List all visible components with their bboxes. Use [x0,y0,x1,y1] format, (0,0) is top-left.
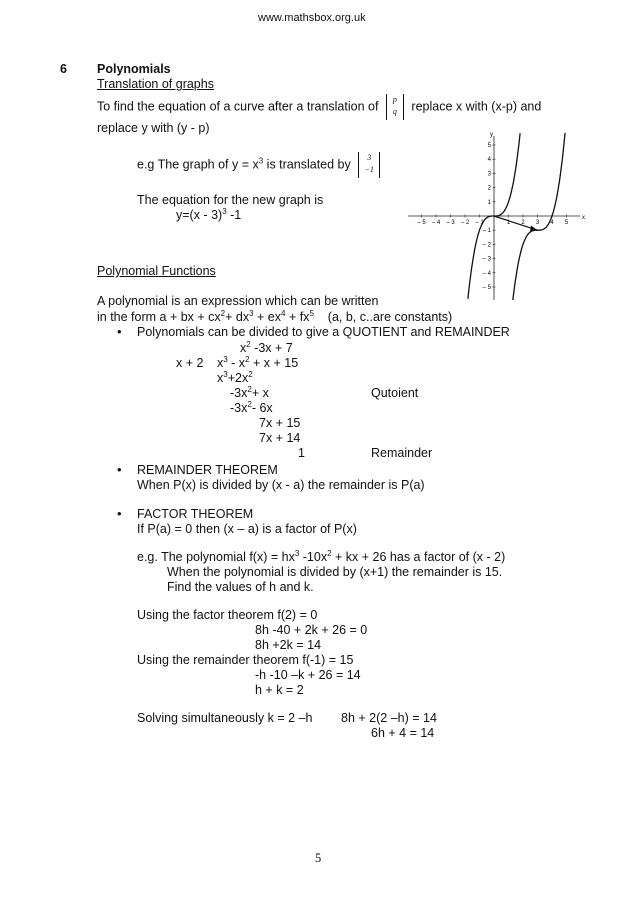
translation-vector [386,94,404,120]
division-step1 [217,371,253,386]
page-number: 5 [315,851,322,865]
dividend-c: + x + 15 [249,356,299,370]
eg-mid: -10x [299,550,328,564]
x-tick-label: 1 [506,220,511,226]
bullet-icon: • [117,462,122,477]
division-divisor: x + 2 [176,356,204,370]
step2-e: 2 [247,385,252,394]
division-step5: 7x + 14 [259,431,301,445]
step2-b: + x [251,386,269,400]
header-url: www.mathsbox.org.uk [258,12,366,24]
example-vector [358,152,380,178]
example-pre: e.g The graph of y = x [137,157,259,172]
y-tick-label: 4 [487,157,491,164]
y-tick-label: 2 [487,185,491,192]
example-vector-top: 3 [367,153,372,162]
y-tick-label: – 4 [482,270,491,277]
dividend-e2: 2 [245,355,250,364]
def2-b: + dx [225,310,250,324]
step1-e2: 2 [248,370,253,379]
bullet-icon: • [117,506,122,521]
vector-top: p [392,95,397,104]
dividend-b: - x [227,356,246,370]
simultaneous-label: Solving simultaneously k = 2 –h [137,711,313,725]
dividend-a: x [217,356,224,370]
translation-line1-pre: To find the equation of a curve after a translation of [97,99,379,114]
quot-e: 2 [246,340,251,349]
new-eq-exp: 3 [222,207,227,216]
y-tick-label: 1 [487,199,491,206]
eg-post: + kx + 26 has a factor of (x - 2) [331,550,506,564]
step1-a: x [217,371,224,385]
y-tick-label: – 3 [482,256,491,263]
step1-e: 3 [223,370,228,379]
def2-a: in the form a + bx + cx [97,310,221,324]
remainder-theorem-label: Using the remainder theorem f(-1) = 15 [137,653,354,667]
section-title: Polynomials [97,62,171,76]
def2-c: + ex [253,310,282,324]
x-tick-label: – 3 [446,220,455,226]
quot-b: -3x + 7 [250,341,293,355]
def2-d: + fx [285,310,310,324]
y-tick-label: 5 [487,143,491,149]
dividend-e1: 3 [223,355,228,364]
factor-title: FACTOR THEOREM [137,507,254,521]
poly-def-line1: A polynomial is an expression which can be written [97,294,379,308]
division-step2 [230,386,269,401]
factor-example-line1 [137,550,505,565]
poly-def-line2 [97,310,452,325]
vector-bottom: q [392,107,397,116]
example-post: is translated by [266,157,351,172]
section-subtitle: Translation of graphs [97,77,214,91]
x-tick-label: 4 [550,220,554,226]
remainder-theorem-step1: -h -10 –k + 26 = 14 [255,668,361,682]
x-tick-label: – 5 [417,220,426,226]
x-tick-label: – 1 [475,220,484,226]
def2-e4: 5 [309,309,314,318]
x-tick-label: – 2 [460,220,470,226]
translation-arrowhead [530,226,538,232]
example-vector-bottom: −1 [364,165,374,174]
section-number: 6 [60,62,67,76]
remainder-title: REMAINDER THEOREM [137,463,278,477]
translation-graph [400,128,590,303]
eg-pre: e.g. The polynomial f(x) = hx [137,550,295,564]
bullet-icon: • [117,324,122,339]
factor-theorem-step1: 8h -40 + 2k + 26 = 0 [255,623,368,637]
def2-e3: 4 [281,309,286,318]
factor-example-line2: When the polynomial is divided by (x+1) the remainder is 15. [167,565,503,579]
simultaneous-step2: 6h + 4 = 14 [371,726,435,740]
step3-a: -3x [230,401,248,415]
quotient-note: Qutoient [371,386,419,400]
division-quotient [240,341,293,356]
new-eq-pre: y=(x - 3) [176,208,223,222]
x-tick-label: 3 [535,220,540,226]
eg-e1: 3 [294,549,300,558]
step3-e: 2 [247,400,252,409]
translation-line1 [97,94,541,120]
x-axis-label: x [582,215,585,221]
x-tick-label: 2 [521,220,525,226]
bullet1-text: Polynomials can be divided to give a QUOTIENT and REMAINDER [137,325,510,339]
step2-a: -3x [230,386,248,400]
translation-line2: replace y with (y - p) [97,121,210,135]
poly-heading: Polynomial Functions [97,264,216,278]
division-step4: 7x + 15 [259,416,301,430]
factor-theorem-step2: 8h +2k = 14 [255,638,322,652]
factor-example-line3: Find the values of h and k. [167,580,314,594]
new-eq-label: The equation for the new graph is [137,193,324,207]
factor-text: If P(a) = 0 then (x – a) is a factor of P(x) [137,522,357,536]
division-step6: 1 [298,446,305,460]
def2-tail: (a, b, c..are constants) [327,310,453,324]
remainder-note: Remainder [371,446,433,460]
translation-line1-post: replace x with (x-p) and [411,99,542,114]
x-tick-label: – 4 [431,220,441,226]
example-exp: 3 [258,156,264,166]
y-tick-label: – 5 [482,285,491,291]
def2-e1: 2 [220,309,226,318]
x-tick-label: 5 [564,220,569,226]
y-tick-label: 3 [487,171,491,178]
division-step3 [230,401,273,416]
eg-e2: 2 [327,549,332,558]
new-eq-post: -1 [230,208,242,222]
division-dividend [217,356,298,371]
simultaneous-step1: 8h + 2(2 –h) = 14 [341,711,437,725]
step1-b: +2x [227,371,249,385]
factor-theorem-label: Using the factor theorem f(2) = 0 [137,608,318,622]
quot-a: x [240,341,247,355]
step3-b: - 6x [251,401,273,415]
remainder-text: When P(x) is divided by (x - a) the remainder is P(a) [137,478,425,492]
y-axis-label: y [490,132,493,138]
y-tick-label: – 1 [482,228,491,235]
remainder-theorem-step2: h + k = 2 [255,683,304,697]
def2-e2: 3 [249,309,254,318]
new-equation [176,208,241,223]
y-tick-label: – 2 [482,242,491,249]
example-line [137,152,384,178]
